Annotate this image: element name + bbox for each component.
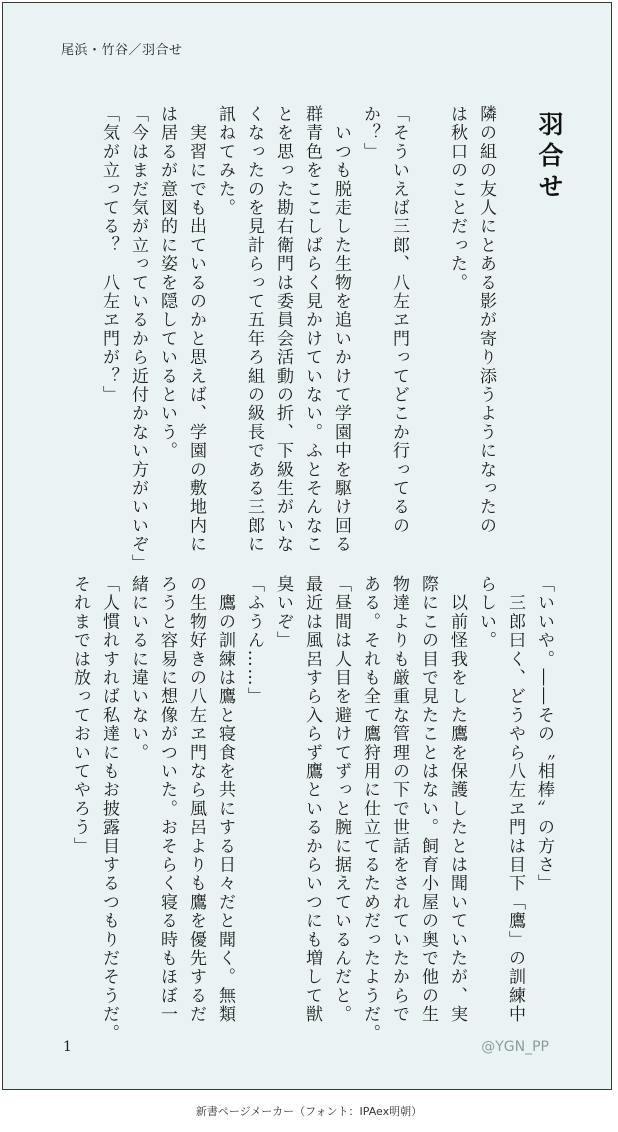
text-line: 際にこの目で見たことはない。飼育小屋の奥で他の生 bbox=[418, 575, 438, 1024]
text-line: 「今はまだ気が立っているから近付かない方がいいぞ」 bbox=[128, 105, 148, 573]
text-line: それまでは放っておいてやろう」 bbox=[70, 575, 90, 856]
text-line: とを思った勘右衛門は委員会活動の折、下級生がいな bbox=[273, 105, 293, 554]
author-credit: @YGN_PP bbox=[481, 1039, 549, 1055]
generator-footer: 新書ページメーカー（フォント：IPAex明朝） bbox=[195, 1105, 423, 1118]
text-line: は秋口のことだった。 bbox=[447, 105, 467, 292]
text-line: か？」 bbox=[360, 105, 380, 162]
text-line: 鷹の訓練は鷹と寝食を共にする日々だと聞く。無類 bbox=[215, 575, 235, 1024]
text-line: 「気が立ってる？ 八左ヱ門が？」 bbox=[99, 105, 119, 405]
page-header: 尾浜・竹谷／羽合せ bbox=[61, 43, 183, 58]
text-line: くなったのを見計らって五年ろ組の級長である三郎に bbox=[244, 105, 264, 554]
text-line: は居るが意図的に姿を隠しているという。 bbox=[157, 105, 177, 461]
text-line: 「そういえば三郎、八左ヱ門ってどこか行ってるの bbox=[389, 105, 409, 536]
page-number: 1 bbox=[63, 1039, 72, 1055]
text-line: 訊ねてみた。 bbox=[215, 105, 235, 218]
text-line: 「いいや。――その〝相棒〟の方さ」 bbox=[534, 575, 554, 893]
text-line: 「人慣れすれば私達にもお披露目するつもりだそうだ。 bbox=[99, 575, 119, 1043]
text-line: らしい。 bbox=[476, 575, 496, 650]
text-line: 物達よりも厳重な管理の下で世話をされていたからで bbox=[389, 575, 409, 1024]
text-line: 以前怪我をした鷹を保護したとは聞いていたが、実 bbox=[447, 575, 467, 1024]
text-line: 緒にいるに違いない。 bbox=[128, 575, 148, 762]
text-line: 「ふうん……」 bbox=[244, 575, 264, 706]
text-line: ある。それも全て鷹狩用に仕立てるためだったようだ。 bbox=[360, 575, 380, 1043]
text-line: 臭いぞ」 bbox=[273, 575, 293, 650]
text-line: 隣の組の友人にとある影が寄り添うようになったの bbox=[476, 105, 496, 536]
text-line: 群青色をここしばらく見かけていない。ふとそんなこ bbox=[302, 105, 322, 554]
text-line: 三郎曰く、どうやら八左ヱ門は目下「鷹」の訓練中 bbox=[505, 575, 525, 1024]
text-line: 「昼間は人目を避けてずっと腕に据えているんだと。 bbox=[331, 575, 351, 1024]
text-line: 最近は風呂すら入らず鷹といるからいつにも増して獣 bbox=[302, 575, 322, 1024]
text-line: の生物好きの八左ヱ門なら風呂よりも鷹を優先するだ bbox=[186, 575, 206, 1024]
chapter-title: 羽合せ bbox=[535, 111, 564, 204]
text-line: いつも脱走した生物を追いかけて学園中を駆け回る bbox=[331, 105, 351, 554]
text-line: 実習にでも出ているのかと思えば、学園の敷地内に bbox=[186, 105, 206, 554]
text-line: ろうと容易に想像がついた。おそらく寝る時もほぼ一 bbox=[157, 575, 177, 1024]
book-page bbox=[2, 2, 612, 1090]
